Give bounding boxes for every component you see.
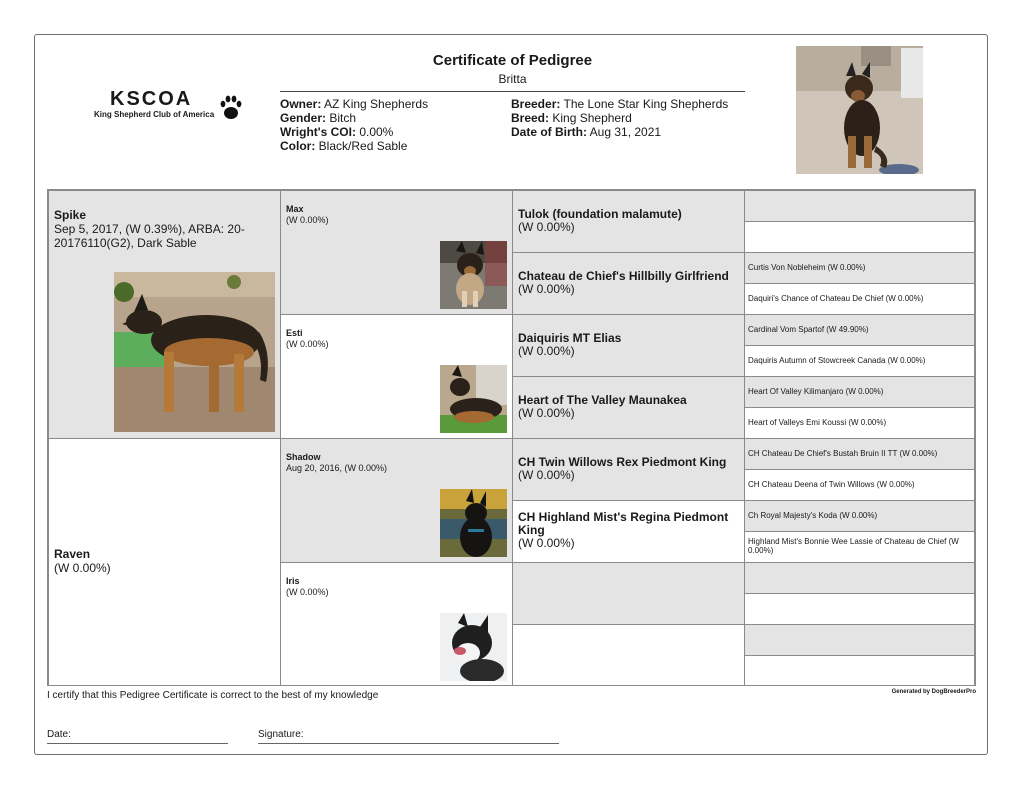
great-grandparent-cell bbox=[512, 314, 745, 377]
gen4-text: Highland Mist's Bonnie Wee Lassie of Chateau de Chief (W 0.00%) bbox=[748, 537, 959, 555]
gen4-cell bbox=[744, 314, 975, 346]
gen4-text: Heart of Valleys Emi Koussi (W 0.00%) bbox=[748, 418, 887, 427]
dam-detail: (W 0.00%) bbox=[54, 561, 111, 575]
dog-photo-image bbox=[440, 241, 507, 309]
signature-label: Signature: bbox=[258, 729, 304, 740]
great-grandparent-detail: (W 0.00%) bbox=[518, 536, 575, 550]
great-grandparent-cell bbox=[512, 438, 745, 501]
grandparent-detail: (W 0.00%) bbox=[286, 339, 329, 349]
breeder-row bbox=[511, 97, 728, 111]
gen4-text: Heart Of Valley Kilimanjaro (W 0.00%) bbox=[748, 387, 884, 396]
color-value: Black/Red Sable bbox=[318, 139, 408, 153]
gen4-cell bbox=[744, 252, 975, 284]
great-grandparent-cell-empty bbox=[512, 624, 745, 686]
gen4-cell bbox=[744, 438, 975, 470]
main-dog-photo bbox=[796, 46, 923, 174]
gen4-text: Ch Royal Majesty's Koda (W 0.00%) bbox=[748, 511, 878, 520]
owner-label: Owner: bbox=[280, 97, 322, 111]
kscoa-logo bbox=[86, 88, 246, 128]
gen4-cell bbox=[744, 531, 975, 563]
gen4-text: CH Chateau Deena of Twin Willows (W 0.00%) bbox=[748, 480, 915, 489]
paw-print-icon bbox=[220, 92, 242, 122]
gen4-cell bbox=[744, 283, 975, 315]
great-grandparent-cell bbox=[512, 500, 745, 563]
date-line[interactable] bbox=[47, 743, 228, 744]
great-grandparent-detail: (W 0.00%) bbox=[518, 282, 575, 296]
breed-label: Breed: bbox=[511, 111, 550, 125]
gen4-text: Cardinal Vom Spartof (W 49.90%) bbox=[748, 325, 869, 334]
breeder-value: The Lone Star King Shepherds bbox=[563, 97, 729, 111]
gen4-cell-empty bbox=[744, 655, 975, 686]
title-divider bbox=[280, 91, 745, 92]
grandparent-detail: (W 0.00%) bbox=[286, 587, 329, 597]
great-grandparent-detail: (W 0.00%) bbox=[518, 468, 575, 482]
sire-name: Spike bbox=[54, 208, 87, 222]
coi-row bbox=[280, 125, 428, 139]
coi-value: 0.00% bbox=[359, 125, 394, 139]
gen4-cell bbox=[744, 376, 975, 408]
date-label: Date: bbox=[47, 729, 71, 740]
great-grandparent-cell-empty bbox=[512, 562, 745, 625]
pedigree-grid bbox=[47, 189, 976, 686]
breed-value: King Shepherd bbox=[552, 111, 632, 125]
dog-photo-image bbox=[440, 613, 507, 681]
grandparent-name: Esti bbox=[286, 328, 303, 338]
gen4-text: Daquiri's Chance of Chateau De Chief (W 0.00%) bbox=[748, 294, 924, 303]
logo-title: KSCOA bbox=[110, 88, 193, 110]
max-photo bbox=[440, 241, 507, 309]
gen4-cell-empty bbox=[744, 562, 975, 594]
grandparent-name: Iris bbox=[286, 576, 300, 586]
grandparent-name: Max bbox=[286, 204, 304, 214]
dam-name: Raven bbox=[54, 547, 91, 561]
gen4-cell bbox=[744, 469, 975, 501]
dog-name: Britta bbox=[498, 72, 527, 86]
logo-subtitle: King Shepherd Club of America bbox=[94, 110, 215, 119]
gen4-text: Daquiris Autumn of Stowcreek Canada (W 0.00%) bbox=[748, 356, 926, 365]
great-grandparent-cell bbox=[512, 376, 745, 439]
sire-photo bbox=[114, 272, 275, 432]
great-grandparent-cell bbox=[512, 190, 745, 253]
great-grandparent-name: Tulok (foundation malamute) bbox=[518, 207, 682, 221]
great-grandparent-detail: (W 0.00%) bbox=[518, 220, 575, 234]
color-row bbox=[280, 139, 428, 153]
coi-label: Wright's COI: bbox=[280, 125, 356, 139]
gen4-text: Curtis Von Nobleheim (W 0.00%) bbox=[748, 263, 866, 272]
gen4-text: CH Chateau De Chief's Bustah Bruin II TT (W 0.00%) bbox=[748, 449, 938, 458]
color-label: Color: bbox=[280, 139, 316, 153]
gen4-cell bbox=[744, 190, 975, 222]
great-grandparent-detail: (W 0.00%) bbox=[518, 406, 575, 420]
dob-row bbox=[511, 125, 728, 139]
great-grandparent-detail: (W 0.00%) bbox=[518, 344, 575, 358]
certification-statement: I certify that this Pedigree Certificate is correct to the best of my knowledge bbox=[47, 690, 379, 701]
gen4-cell bbox=[744, 345, 975, 377]
certificate-title: Certificate of Pedigree bbox=[432, 52, 593, 69]
grandparent-name: Shadow bbox=[286, 452, 321, 462]
gen4-cell bbox=[744, 221, 975, 253]
info-left bbox=[280, 97, 428, 153]
gender-value: Bitch bbox=[329, 111, 357, 125]
sire-detail: Sep 5, 2017, (W 0.39%), ARBA: 20-20176110(G2), Dark Sable bbox=[54, 222, 245, 250]
great-grandparent-name: Daiquiris MT Elias bbox=[518, 331, 622, 345]
dob-label: Date of Birth: bbox=[511, 125, 587, 139]
owner-row bbox=[280, 97, 428, 111]
great-grandparent-cell bbox=[512, 252, 745, 315]
grandparent-detail: Aug 20, 2016, (W 0.00%) bbox=[286, 463, 388, 473]
gen4-cell bbox=[744, 407, 975, 439]
dog-photo-image bbox=[114, 272, 275, 432]
gen4-cell-empty bbox=[744, 593, 975, 625]
gender-label: Gender: bbox=[280, 111, 327, 125]
great-grandparent-name: Heart of The Valley Maunakea bbox=[518, 393, 687, 407]
info-right bbox=[511, 97, 728, 139]
breed-row bbox=[511, 111, 728, 125]
owner-value: AZ King Shepherds bbox=[324, 97, 429, 111]
dam-cell bbox=[48, 438, 281, 686]
gender-row bbox=[280, 111, 428, 125]
generated-by-label: Generated by DogBreederPro bbox=[891, 689, 976, 695]
great-grandparent-name: CH Highland Mist's Regina Piedmont King bbox=[518, 510, 729, 537]
gen4-cell-empty bbox=[744, 624, 975, 656]
shadow-photo bbox=[440, 489, 507, 557]
great-grandparent-name: Chateau de Chief's Hillbilly Girlfriend bbox=[518, 269, 729, 283]
grandparent-detail: (W 0.00%) bbox=[286, 215, 329, 225]
breeder-label: Breeder: bbox=[511, 97, 561, 111]
dog-photo-image bbox=[796, 46, 923, 174]
iris-photo bbox=[440, 613, 507, 681]
dog-photo-image bbox=[440, 365, 507, 433]
gen4-cell bbox=[744, 500, 975, 532]
great-grandparent-name: CH Twin Willows Rex Piedmont King bbox=[518, 455, 727, 469]
dog-photo-image bbox=[440, 489, 507, 557]
dob-value: Aug 31, 2021 bbox=[589, 125, 662, 139]
signature-line[interactable] bbox=[258, 743, 559, 744]
esti-photo bbox=[440, 365, 507, 433]
